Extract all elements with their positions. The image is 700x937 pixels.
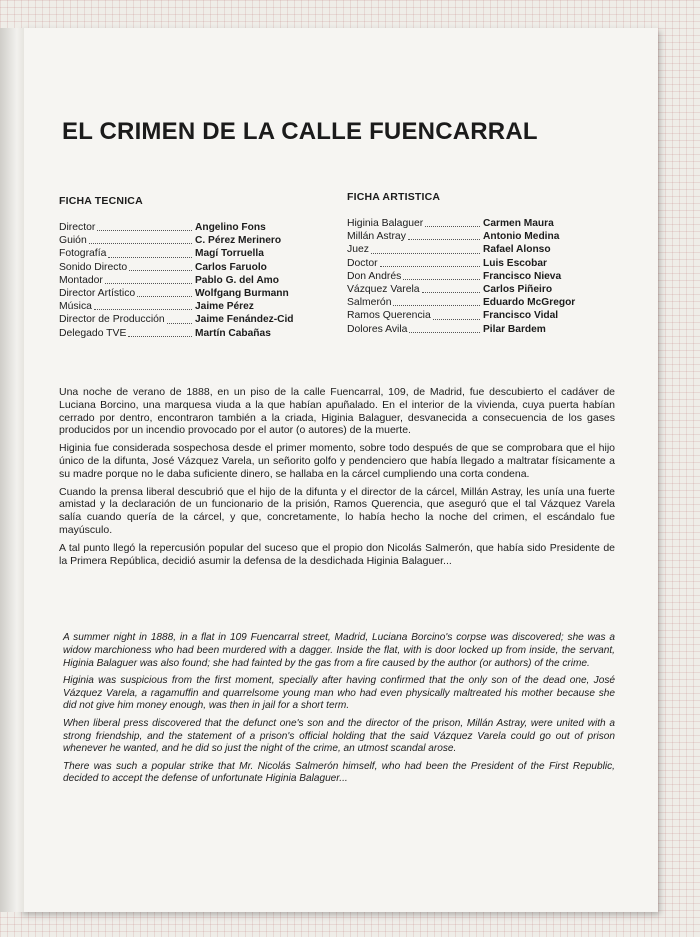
synopsis-paragraph: A tal punto llegó la repercusión popular del suceso que el propio don Nicolás Salmerón, que había sido Presidente de la Primera República, decidió asumir la defensa de la desdichada Higinia Balaguer... [59, 541, 615, 567]
credit-role-label: Millán Astray [347, 231, 406, 243]
credit-name: Wolfgang Burmann [195, 287, 289, 299]
credit-name: Antonio Medina [483, 231, 560, 243]
credit-role-label: Director de Producción [59, 314, 165, 326]
synopsis-paragraph: There was such a popular strike that Mr. Nicolás Salmerón himself, who had been the President of the First Republic, decided to accept the defense of unfortunate Higinia Balaguer... [63, 760, 615, 785]
credit-row [59, 234, 294, 247]
credit-name: Luis Escobar [483, 257, 547, 269]
credit-row [59, 327, 294, 340]
synopsis-paragraph: Una noche de verano de 1888, en un piso de la calle Fuencarral, 109, de Madrid, fue descubierto el cadáver de Luciana Borcino, una marquesa viuda a la que habían apuñalado. En el interior de la vivienda, cuya puerta habían cerrado por dentro, encontraron también a la criada, Higinia Balaguer, desvanecida a consecuencia de los gases producidos por un incendio provocado por el autor (o autores) de la muerte. [59, 386, 615, 437]
ficha-tecnica-list [59, 221, 294, 340]
credit-name: Carlos Faruolo [195, 261, 267, 273]
credit-role-label: Fotografía [59, 248, 107, 260]
dotted-leader [129, 261, 192, 271]
synopsis-paragraph: A summer night in 1888, in a flat in 109 Fuencarral street, Madrid, Luciana Borcino's corpse was discovered; she was a widow marchioness who had been murdered with a dagger. Inside the flat, with is door locked up from inside, the servant, Higinia Balaguer was also found; she had fainted by the gas from a fire caused by the author (or authors) of the crime. [63, 632, 615, 669]
credit-role [59, 221, 195, 234]
dotted-leader [108, 247, 192, 257]
credit-role [59, 300, 195, 313]
credit-name: Martín Cabañas [195, 327, 271, 339]
credit-row [59, 274, 294, 287]
document-title: EL CRIMEN DE LA CALLE FUENCARRAL [62, 118, 538, 145]
credit-row [347, 257, 575, 270]
dotted-leader [425, 217, 480, 227]
credit-name: C. Pérez Merinero [195, 235, 282, 247]
credit-row [59, 313, 294, 326]
credit-row [59, 287, 294, 300]
credit-role [347, 309, 483, 322]
dotted-leader [128, 327, 192, 337]
credit-role-label: Don Andrés [347, 270, 402, 282]
credit-name: Carmen Maura [483, 218, 554, 229]
dotted-leader [97, 221, 192, 231]
credit-name: Rafael Alonso [483, 244, 551, 256]
ficha-artistica-heading: FICHA ARTISTICA [347, 191, 441, 203]
credit-role [59, 234, 195, 247]
credit-row [347, 323, 575, 336]
dotted-leader [433, 309, 480, 319]
credit-row [347, 270, 575, 283]
synopsis-paragraph: Higinia was suspicious from the first moment, specially after having confirmed that the only son of the dead one, José Vázquez Varela, a ragamuffin and quarrelsome young man who had even physically maltreated his mother because she did not give him money enough, was then in jail for a short term. [63, 674, 615, 712]
dotted-leader [409, 323, 480, 333]
credit-role [347, 257, 483, 270]
credit-role-label: Guión [59, 235, 87, 247]
credit-role-label: Música [59, 301, 92, 313]
credit-role [347, 323, 483, 336]
credit-role [347, 230, 483, 243]
credit-row [347, 230, 575, 243]
credit-role-label: Juez [347, 244, 369, 256]
synopsis-spanish [59, 386, 615, 572]
credit-role-label: Higinia Balaguer [347, 218, 424, 229]
credit-row [59, 261, 294, 274]
credit-row [59, 300, 294, 313]
credit-role-label: Delegado TVE [59, 327, 127, 339]
credit-role [347, 296, 483, 309]
dotted-leader [408, 230, 480, 240]
synopsis-paragraph: Cuando la prensa liberal descubrió que el hijo de la difunta y el director de la cárcel, Millán Astray, les unía una fuerte amistad y la declaración de un funcionario de la prisión, Ramos Querencia, que aseguró que el tal Vázquez Varela salía cuando quería de la cárcel, y que, concretamente, lo había hecho la noche del crimen, el escándalo fue mayúsculo. [59, 485, 615, 536]
credit-name: Pilar Bardem [483, 323, 546, 335]
credit-role-label: Sonido Directo [59, 261, 128, 273]
dotted-leader [94, 300, 192, 310]
credit-row [59, 247, 294, 260]
synopsis-paragraph: Higinia fue considerada sospechosa desde el primer momento, sobre todo después de que se comprobara que el hijo único de la difunta, José Vázquez Varela, un señorito golfo y pendenciero que había llegado a maltratar físicamente a su madre porque no le daba suficiente dinero, se hallaba en la cárcel cumpliendo una corta condena. [59, 442, 615, 480]
credit-role [59, 247, 195, 260]
dotted-leader [371, 243, 480, 253]
credit-role-label: Doctor [347, 257, 378, 269]
credit-role [347, 270, 483, 283]
credit-role [59, 327, 195, 340]
credit-row [347, 217, 575, 230]
dotted-leader [422, 283, 480, 293]
credit-row [347, 283, 575, 296]
dotted-leader [393, 296, 480, 306]
credit-role [59, 261, 195, 274]
credit-name: Eduardo McGregor [483, 297, 576, 309]
credit-role [347, 243, 483, 256]
dotted-leader [105, 274, 192, 284]
credit-role-label: Montador [59, 274, 103, 286]
credit-role [347, 283, 483, 296]
credit-name: Magí Torruella [195, 248, 264, 260]
credit-row [59, 221, 294, 234]
dotted-leader [89, 234, 192, 244]
credit-name: Carlos Piñeiro [483, 283, 553, 295]
dotted-leader [380, 257, 480, 267]
page-binding-edge [0, 28, 24, 912]
dotted-leader [403, 270, 480, 280]
credit-row [347, 296, 575, 309]
credit-role-label: Salmerón [347, 297, 392, 309]
credit-role-label: Director [59, 222, 96, 233]
ficha-artistica [347, 191, 575, 336]
credit-role-label: Director Artístico [59, 287, 136, 299]
credit-role-label: Vázquez Varela [347, 283, 420, 295]
credit-row [347, 309, 575, 322]
credit-name: Jaime Pérez [195, 301, 254, 313]
dotted-leader [167, 313, 192, 323]
credit-name: Francisco Nieva [483, 270, 562, 282]
credit-name: Angelino Fons [195, 222, 266, 233]
ficha-artistica-list [347, 217, 575, 336]
synopsis-english [63, 632, 615, 791]
credit-role [347, 217, 483, 230]
dotted-leader [137, 287, 192, 297]
credit-row [347, 243, 575, 256]
synopsis-paragraph: When liberal press discovered that the defunct one's son and the director of the prison, Millán Astray, were united with a strong friendship, and the statement of a prison's official holding that the said Vázquez Varela could go out of prison whenever he wanted, and he did so just the night of the crime, an utmost scandal arose. [63, 717, 615, 755]
credit-role [59, 287, 195, 300]
credit-role-label: Ramos Querencia [347, 310, 431, 322]
credit-role [59, 313, 195, 326]
credit-role-label: Dolores Avila [347, 323, 408, 335]
credit-name: Pablo G. del Amo [195, 274, 279, 286]
ficha-tecnica [59, 195, 294, 340]
credit-role [59, 274, 195, 287]
credit-name: Jaime Fenández-Cid [195, 314, 294, 326]
credit-name: Francisco Vidal [483, 310, 559, 322]
ficha-tecnica-heading: FICHA TECNICA [59, 195, 143, 207]
